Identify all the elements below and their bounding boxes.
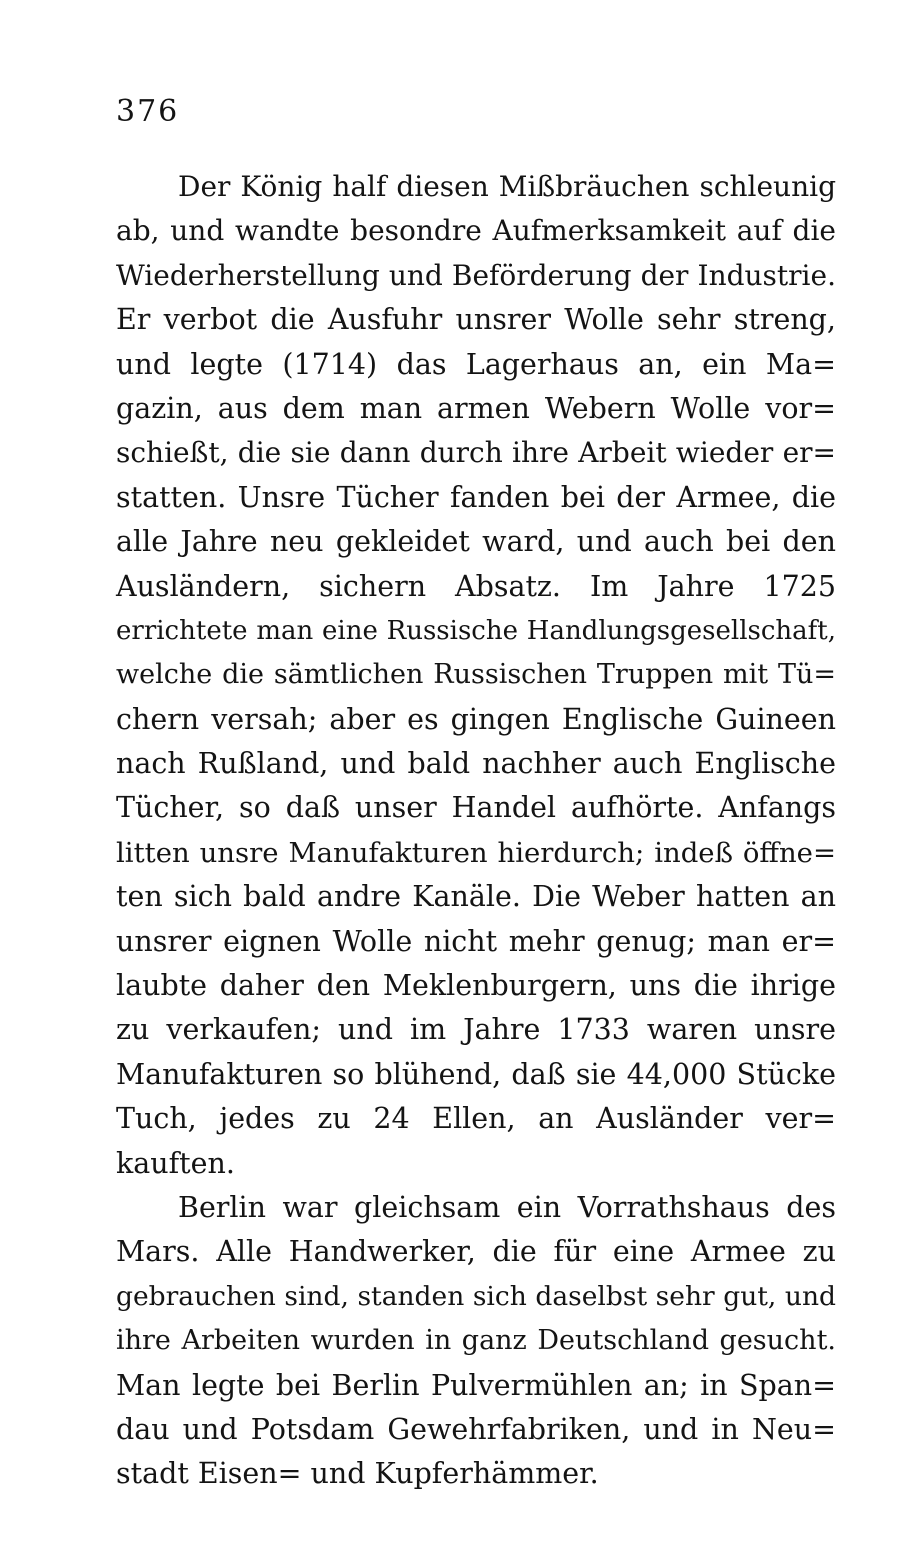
text-line: statten. Unsre Tücher fanden bei der Armee, die: [116, 480, 836, 514]
text-line: welche die sämtlichen Russischen Truppen mit Tü=: [116, 659, 836, 691]
text-line: Der König half diesen Mißbräuchen schleunig: [178, 170, 836, 203]
text-line: alle Jahre neu gekleidet ward, und auch bei den: [116, 525, 836, 559]
page-number: 376: [116, 94, 180, 129]
text-line: laubte daher den Meklenburgern, uns die ihrige: [116, 969, 836, 1003]
text-line: Er verbot die Ausfuhr unsrer Wolle sehr streng,: [116, 303, 836, 337]
text-line: dau und Potsdam Gewehrfabriken, und in Neu=: [116, 1412, 836, 1446]
paragraph-2: [116, 1186, 836, 1497]
text-line: ab, und wandte besondre Aufmerksamkeit auf die: [116, 214, 836, 248]
text-line: Ausländern, sichern Absatz. Im Jahre 1725: [116, 569, 836, 603]
text-line: Manufakturen so blühend, daß sie 44,000 Stücke: [116, 1057, 836, 1091]
text-line: Tuch, jedes zu 24 Ellen, an Ausländer ver=: [116, 1102, 836, 1136]
text-line: errichtete man eine Russische Handlungsgesellschaft,: [116, 615, 836, 646]
paragraph-1: [116, 165, 836, 1186]
text-line: und legte (1714) das Lagerhaus an, ein Ma=: [116, 347, 836, 381]
text-line: Wiederherstellung und Beförderung der Industrie.: [116, 258, 836, 292]
text-line: chern versah; aber es gingen Englische Guineen: [116, 702, 836, 736]
text-line: Berlin war gleichsam ein Vorrathshaus des: [178, 1190, 836, 1224]
text-line: nach Rußland, und bald nachher auch Englische: [116, 747, 836, 781]
text-line: litten unsre Manufakturen hierdurch; indeß öffne=: [116, 836, 836, 869]
body-text: [116, 165, 836, 1497]
text-line: kauften.: [116, 1146, 235, 1180]
text-line: unsrer eignen Wolle nicht mehr genug; man er=: [116, 924, 836, 958]
text-line: gebrauchen sind, standen sich daselbst sehr gut, und: [116, 1280, 836, 1312]
text-line: Tücher, so daß unser Handel aufhörte. Anfangs: [116, 791, 836, 825]
text-line: stadt Eisen= und Kupferhämmer.: [116, 1457, 599, 1491]
text-line: ten sich bald andre Kanäle. Die Weber hatten an: [116, 880, 836, 914]
text-line: gazin, aus dem man armen Webern Wolle vor=: [116, 391, 836, 425]
text-line: Mars. Alle Handwerker, die für eine Armee zu: [116, 1235, 836, 1269]
text-line: zu verkaufen; und im Jahre 1733 waren unsre: [116, 1013, 836, 1047]
text-line: ihre Arbeiten wurden in ganz Deutschland gesucht.: [116, 1325, 836, 1357]
text-line: Man legte bei Berlin Pulvermühlen an; in Span=: [116, 1368, 836, 1402]
text-line: schießt, die sie dann durch ihre Arbeit wieder er=: [116, 436, 836, 470]
